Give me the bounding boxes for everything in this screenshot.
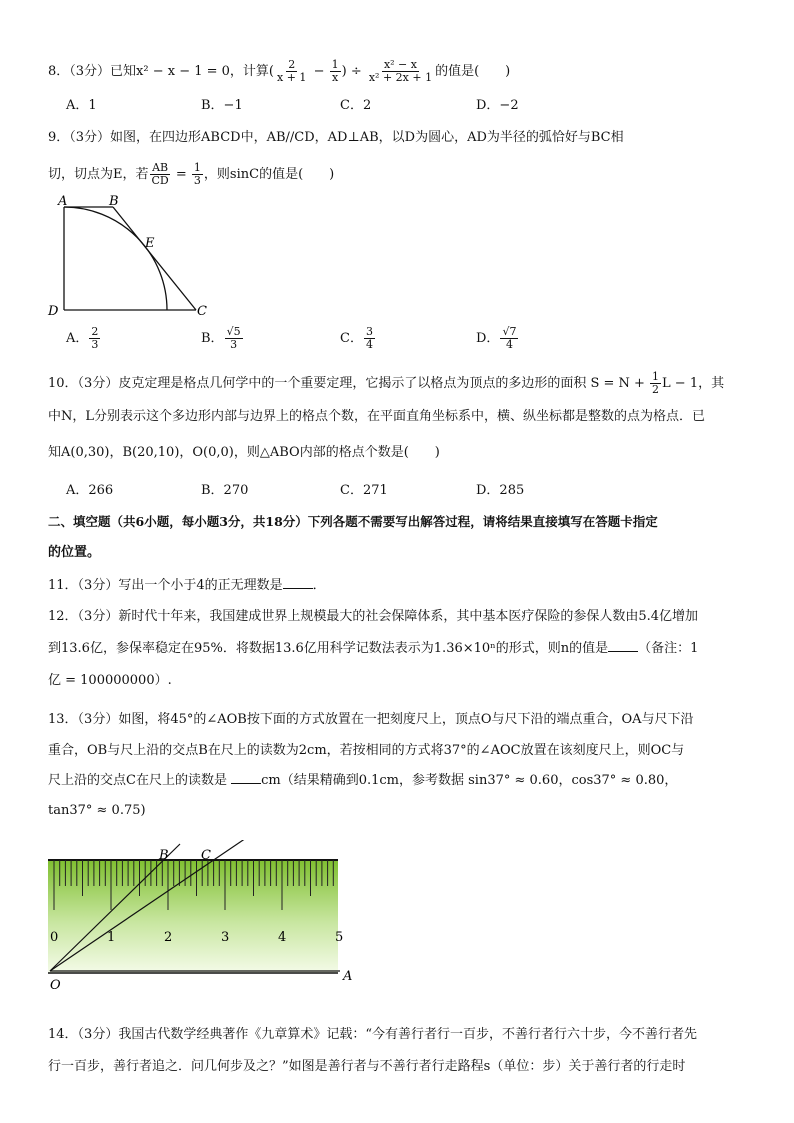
q11-stem: 11．（3分）写出一个小于4的正无理数是 ． [48,578,326,593]
q13-label-a: A [343,969,353,984]
q9-label-d: D [48,304,59,319]
q8-tail: 的值是( ) [435,64,511,79]
q9-line2: 切，切点为E，若 $\frac{AB}{CD}$ = $\frac{1}{3}$ ，则sinC的值是( ) [48,161,335,187]
q11-answer-blank[interactable] [283,576,313,589]
q10-line2: 中N，L分别表示这个多边形内部与边界上的格点个数，在平面直角坐标系中，横、纵坐标都是整数的点为格点．已 [48,409,706,424]
q9-frac-ab-cd: $\frac{AB}{CD}$ [151,161,169,187]
q13-ruler-figure [40,840,370,990]
q14-line2: 行一百步，善行者追之．问几何步及之？”如图是善行者与不善行者行走路程s（单位：步）关于善行者的行走时 [48,1059,686,1074]
q13-line2: 重合，OB与尺上沿的交点B在尺上的读数为2cm，若按相同的方式将37°的∠AOC放置在该刻度尺上，则OC与 [48,743,685,758]
q8-frac2: $\frac{1}{x}$ [331,58,339,84]
q12-line1: 12．（3分）新时代十年来，我国建成世界上规模最大的社会保障体系，其中基本医疗保险的参保人数由5.4亿增加 [48,609,698,624]
q13-label-b: B [159,848,169,863]
q10-line3: 知A(0,30)，B(20,10)，O(0,0)，则△ABO内部的格点个数是( ) [48,445,440,460]
q9-option-c[interactable]: C． $\frac{3}{4}$ [340,325,373,351]
q8-option-c[interactable]: C．2 [340,98,372,113]
q10-option-d[interactable]: D．285 [476,483,525,498]
q13-label-o: O [50,978,61,990]
q10-line1: 10．（3分）皮克定理是格点几何学中的一个重要定理，它揭示了以格点为顶点的多边形的面积 S = N + $\frac{1}{2}$ L − 1，其 [48,370,725,396]
q12-answer-blank[interactable] [608,639,638,652]
q13-label-c: C [201,848,211,863]
q9-option-a[interactable]: A． $\frac{2}{3}$ [66,325,99,351]
q12-line3: 亿 = 100000000）. [48,673,172,688]
q10-option-a[interactable]: A．266 [66,483,114,498]
q9-arc [64,207,167,310]
q9-label-a: A [58,194,68,209]
section2-heading-cont: 的位置。 [48,545,101,560]
q8-frac3: $\frac{\text{x² − x}}{\text{x² + 2x + 1}}$ [368,58,433,84]
q9-label-e: E [145,236,155,251]
q10-frac-half: $\frac{1}{2}$ [652,370,660,396]
q8-option-b[interactable]: B．−1 [201,98,243,113]
q9-side-bc [113,207,196,310]
q8-minus: − [309,64,329,79]
q10-option-b[interactable]: B．270 [201,483,249,498]
q8-option-d[interactable]: D．−2 [476,98,519,113]
q8-option-a[interactable]: A．1 [66,98,97,113]
q13-ruler-body [48,860,338,973]
q9-figure [44,192,219,322]
q10-option-c[interactable]: C．271 [340,483,388,498]
q9-option-b[interactable]: B． $\frac{√5}{3}$ [201,325,241,351]
q9-line1: 9．（3分）如图，在四边形ABCD中，AB//CD，AD⊥AB，以D为圆心，AD为半径的弧恰好与BC相 [48,130,624,145]
q8-frac1: $\frac{2}{x + 1}$ [277,58,307,84]
q14-line1: 14．（3分）我国古代数学经典著作《九章算术》记载：“今有善行者行一百步，不善行者行六十步，今不善行者先 [48,1027,697,1042]
section2-heading: 二、填空题（共6小题，每小题3分，共18分）下列各题不需要写出解答过程，请将结果直接填写在答题卡指定 [48,514,658,529]
q13-line1: 13．（3分）如图，将45°的∠AOB按下面的方式放置在一把刻度尺上，顶点O与尺下沿的端点重合，OA与尺下沿 [48,712,694,727]
q13-line4: tan37° ≈ 0.75) [48,803,146,818]
q13-line3: 尺上沿的交点C在尺上的读数是 cm（结果精确到0.1cm，参考数据 sin37° ≈ 0.60，cos37° ≈ 0.80， [48,773,678,788]
ruler-number: 5 [335,930,344,945]
ruler-number: 4 [278,930,287,945]
q12-line2: 到13.6亿，参保率稳定在95%．将数据13.6亿用科学记数法表示为1.36×10ⁿ的形式，则n的值是 （备注：1 [48,641,699,656]
q8-text: 8．（3分）已知x² − x − 1 = 0，计算( [48,64,275,79]
q13-answer-blank[interactable] [231,771,261,784]
q9-label-b: B [109,194,119,209]
q9-label-c: C [197,304,207,319]
ruler-number: 3 [221,930,230,945]
q8-stem [48,59,510,84]
ruler-number: 2 [164,930,173,945]
ruler-number: 0 [50,930,59,945]
q9-frac-value: $\frac{1}{3}$ [193,161,201,187]
q9-option-d[interactable]: D． $\frac{√7}{4}$ [476,325,517,351]
ruler-number: 1 [107,930,116,945]
q8-div: ) ÷ [341,64,366,79]
